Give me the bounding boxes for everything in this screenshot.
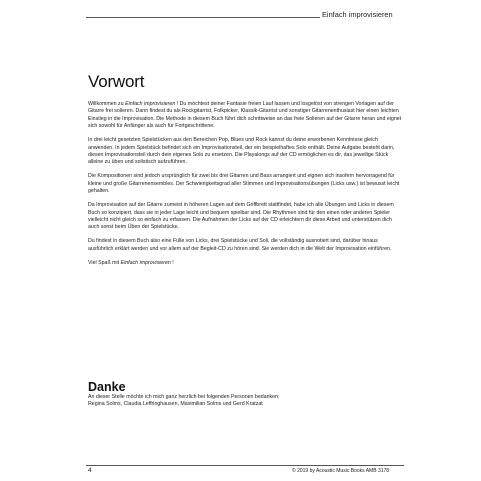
paragraph-text: Viel Spaß mit [88, 259, 121, 266]
header-rule [86, 17, 320, 18]
paragraph-closing [88, 260, 404, 267]
thanks-names: Regina Solms, Claudia Leffringhausen, Maximilian Solms und Gerd Kratzat [88, 401, 263, 408]
paragraph-text: ! [170, 259, 174, 266]
book-title-emphasis: Einfach improvisieren [120, 259, 171, 266]
paragraph-compositions: Die Kompositionen sind jedoch ursprünglich für zwei bis drei Gitarren und Bass arrangiert und eignen sich insofern hervorragend für kleine und große Gitarrenensembles. Der Schwierigkeitsgrad aller Stimmen und Improvisationsübungen (Licks usw.) ist bewusst leicht gehalten. [88, 173, 400, 195]
page-title: Vorwort [88, 72, 145, 91]
page-number: 4 [88, 467, 92, 474]
paragraph-improvisation: Da Improvisation auf der Gitarre zumeist in höheren Lagen auf dem Griffbrett stattfindet, habe ich alle Übungen und Licks in diesem Buch so konzipiert, dass sie in jeder Lage leicht und bequem spielbar sind. Die Rhythmen sind für den einen oder anderen Spieler vielleicht nicht gleich so einfach zu erfassen. Die Aufnahmen der Licks auf der CD erleichtern dir diese Arbeit und unterstützen dich auch sonst beim Üben der Spielstücke. [88, 202, 394, 231]
book-title-emphasis: Einfach improvisieren [125, 101, 176, 107]
paragraph-text: ! Du möchtest deiner Fantasie freien Lauf lassen und losgelöst von strengen Vorlagen auf der Gitarre frei solieren. Dann findest du als Rockgitarrist, Folkpicker, Klassik-Gitarrist und sonstiger Gitarrenenthusiast hier einen leichten Einstieg in die Improvisation. Die Methode in diesem Buch führt dich schrittweise an das freie Solieren auf der Gitarre heran und eignet sich sowohl für Anfänger als auch für Fortgeschrittene. [88, 101, 402, 130]
paragraph-pieces: In drei leicht gesetzten Spielstücken aus den Bereichen Pop, Blues und Rock kannst du deine erworbenen Kenntnisse gleich anwenden. In jedem Spielstück befindet sich ein Improvisationsteil, der ein beispielhaftes Solo enthält. Deine Aufgabe besteht darin, diesen Improvisationsteil durch dein eigenes Solo zu ersetzen. Die Playalongs auf der CD ermöglichen es dir, das jeweilige Stück alleine zu üben und solistisch aufzuführen. [88, 137, 395, 166]
paragraph-summary: Du findest in diesem Buch also eine Fülle von Licks, drei Spielstücke und Soli, die vollständig ausnotiert sind, darüber hinaus ausführlich erklärt werden und vor allem auf der Begleit-CD zu hören sind. Sie werden dich in die Welt der Improvisation einführen. [88, 238, 392, 252]
thanks-line: An dieser Stelle möchte ich mich ganz herzlich bei folgenden Personen bedanken: [88, 394, 280, 400]
running-header: Einfach improvisieren [322, 10, 393, 19]
copyright-notice: © 2019 by Acoustic Music Books AMB 3178 [292, 468, 390, 474]
thanks-title: Danke [88, 380, 126, 394]
footer-rule [86, 465, 404, 466]
paragraph-text: Willkommen zu [88, 101, 126, 107]
foreword-body [88, 101, 404, 274]
paragraph-welcome [88, 101, 404, 131]
thanks-body [88, 394, 404, 409]
